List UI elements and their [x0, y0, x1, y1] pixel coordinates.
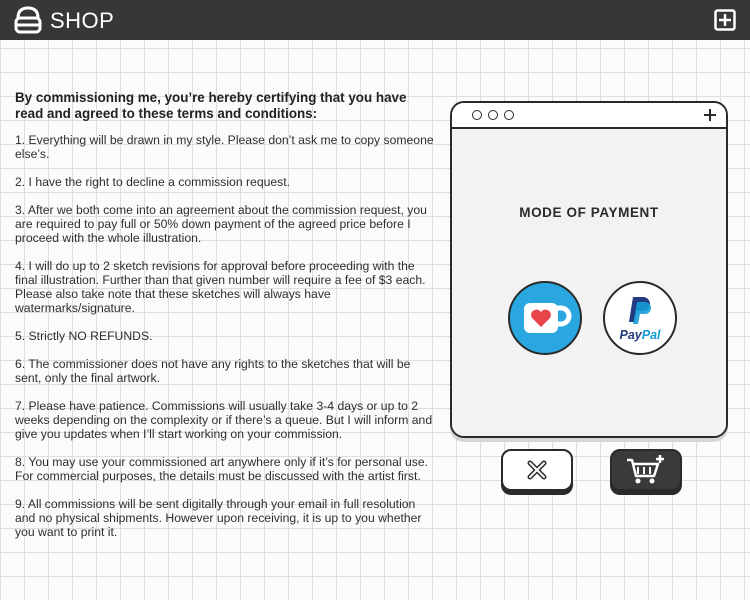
window-dot-icon[interactable] — [472, 110, 482, 120]
term-item: 7. Please have patience. Commissions will usually take 3-4 days or up to 2 weeks depending on the complexity or if there’s a queue. But I will inform and give you updates when I’ll start working on your commission. — [15, 399, 433, 441]
add-to-cart-icon — [624, 454, 668, 486]
term-item: 3. After we both come into an agreement about the commission request, you are required to pay full or 50% down payment of the agreed price before I proceed with the whole illustration. — [15, 203, 427, 245]
paypal-wordmark-pay: Pay — [619, 328, 642, 342]
window-body — [452, 129, 726, 436]
paypal-wordmark — [605, 328, 675, 342]
term-item: 2. I have the right to decline a commission request. — [15, 175, 291, 189]
kofi-cup-heart-icon — [510, 283, 580, 353]
top-bar — [0, 0, 750, 40]
window-dot-icon[interactable] — [488, 110, 498, 120]
term-item: 6. The commissioner does not have any rights to the sketches that will be sent, only the final artwork. — [15, 357, 411, 385]
window-header — [452, 103, 726, 129]
mode-of-payment-title: MODE OF PAYMENT — [519, 205, 659, 220]
term-item: 8. You may use your commissioned art anywhere only if it’s for personal use. For commercial purposes, the details must be discussed with the artist first. — [15, 455, 429, 483]
term-item: 4. I will do up to 2 sketch revisions for approval before proceeding with the final illustration. Further than that given number will require a fee of $3 each. Please also take note that these sketches will always have watermarks/signature. — [15, 259, 426, 315]
kofi-button[interactable] — [508, 281, 582, 355]
cancel-button[interactable] — [501, 449, 573, 491]
shop-icon — [13, 5, 43, 35]
page-title: SHOP — [50, 8, 115, 33]
paypal-wordmark-pal: Pal — [641, 328, 661, 342]
paypal-button[interactable] — [603, 281, 677, 355]
term-item: 5. Strictly NO REFUNDS. — [15, 329, 153, 343]
payment-window — [450, 101, 728, 438]
close-icon — [524, 457, 550, 483]
term-item: 1. Everything will be drawn in my style. Please don’t ask me to copy someone else’s. — [15, 133, 434, 161]
window-dot-icon[interactable] — [504, 110, 514, 120]
terms-heading: By commissioning me, you’re hereby certifying that you have read and agreed to these terms and conditions: — [15, 90, 407, 121]
paypal-icon — [605, 289, 675, 329]
add-to-cart-button[interactable] — [610, 449, 682, 491]
add-window-icon[interactable] — [714, 9, 736, 31]
plus-icon[interactable] — [702, 107, 718, 123]
term-item: 9. All commissions will be sent digitally through your email in full resolution and no physical shipments. However upon receiving, it is up to you whether you want to print it. — [15, 497, 422, 539]
terms-panel — [15, 90, 435, 553]
